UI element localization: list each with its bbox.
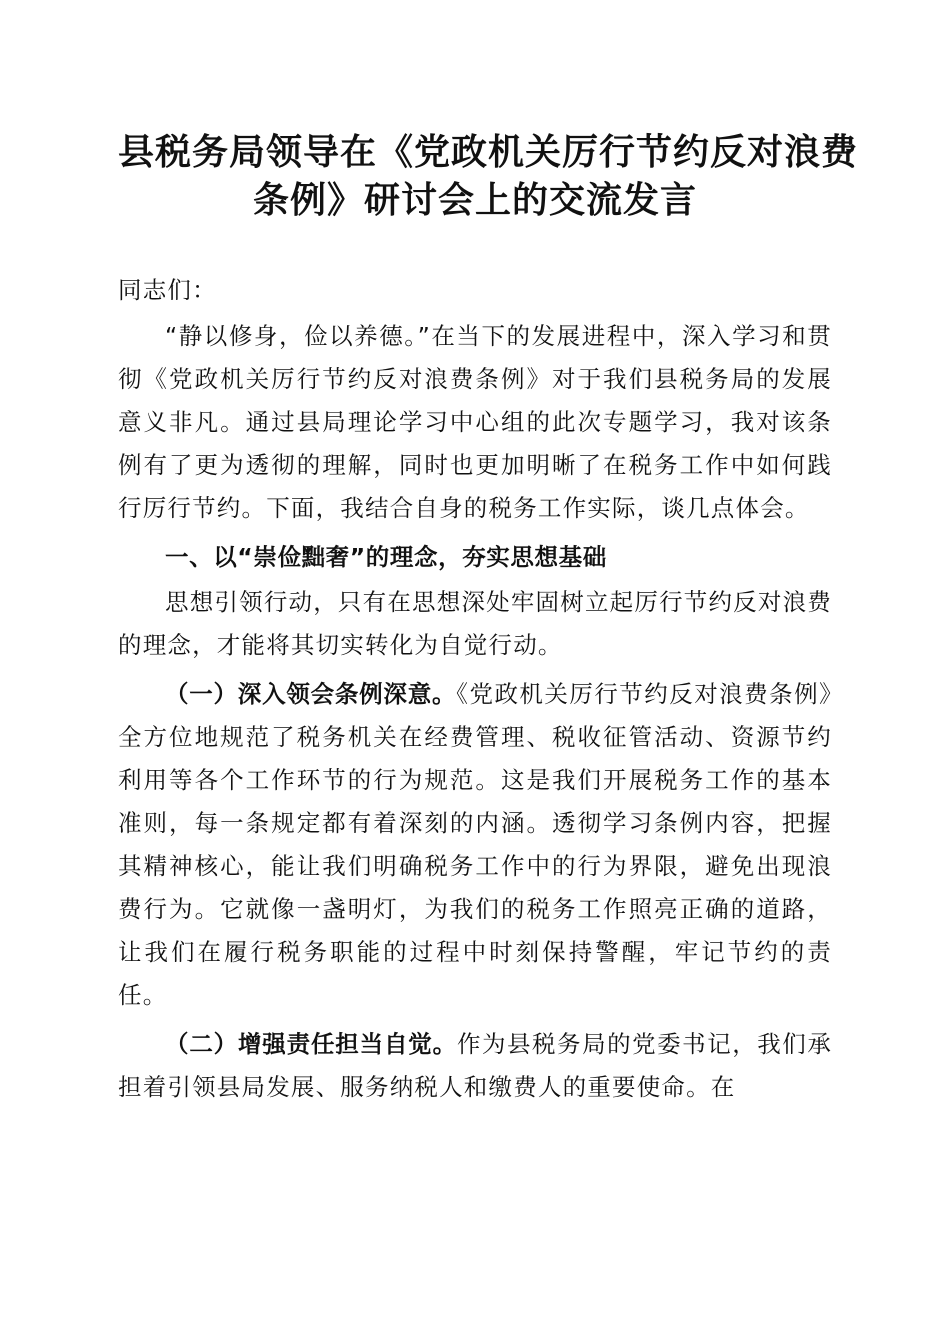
section-1-heading: 一、以“崇俭黜奢”的理念，夯实思想基础: [165, 543, 607, 571]
point-1-heading: （一）深入领会条例深意。: [165, 680, 457, 708]
point-2-heading: （二）增强责任担当自觉。: [165, 1030, 457, 1058]
salutation: 同志们：: [118, 276, 217, 304]
title-line-2: 条例》研讨会上的交流发言: [252, 179, 697, 221]
title-line-1: 县税务局领导在《党政机关厉行节约反对浪费: [118, 131, 859, 173]
document-body: [118, 269, 832, 1109]
section-1-point-2: [118, 1023, 832, 1109]
point-1-body: 《党政机关厉行节约反对浪费条例》全方位地规范了税务机关在经费管理、税收征管活动、资源节约利用等各个工作环节的行为规范。这是我们开展税务工作的基本准则，每一条规定都有着深刻的内涵。透彻学习条例内容，把握其精神核心，能让我们明确税务工作中的行为界限，避免出现浪费行为。它就像一盏明灯，为我们的税务工作照亮正确的道路，让我们在履行税务职能的过程中时刻保持警醒，牢记节约的责任。: [118, 680, 833, 1009]
point-2-body: 作为县税务局的党委书记，我们承担着引领县局发展、服务纳税人和缴费人的重要使命。在: [118, 1030, 833, 1101]
intro-paragraph: “静以修身，俭以养德。”在当下的发展进程中，深入学习和贯彻《党政机关厉行节约反对浪费条例》对于我们县税务局的发展意义非凡。通过县局理论学习中心组的此次专题学习，我对该条例有了更为透彻的理解，同时也更加明晰了在税务工作中如何践行厉行节约。下面，我结合自身的税务工作实际，谈几点体会。: [118, 322, 832, 522]
section-1-intro: 思想引领行动，只有在思想深处牢固树立起厉行节约反对浪费的理念，才能将其切实转化为自觉行动。: [118, 588, 832, 659]
document-title: [118, 128, 859, 224]
section-1-point-1: [118, 673, 832, 1017]
